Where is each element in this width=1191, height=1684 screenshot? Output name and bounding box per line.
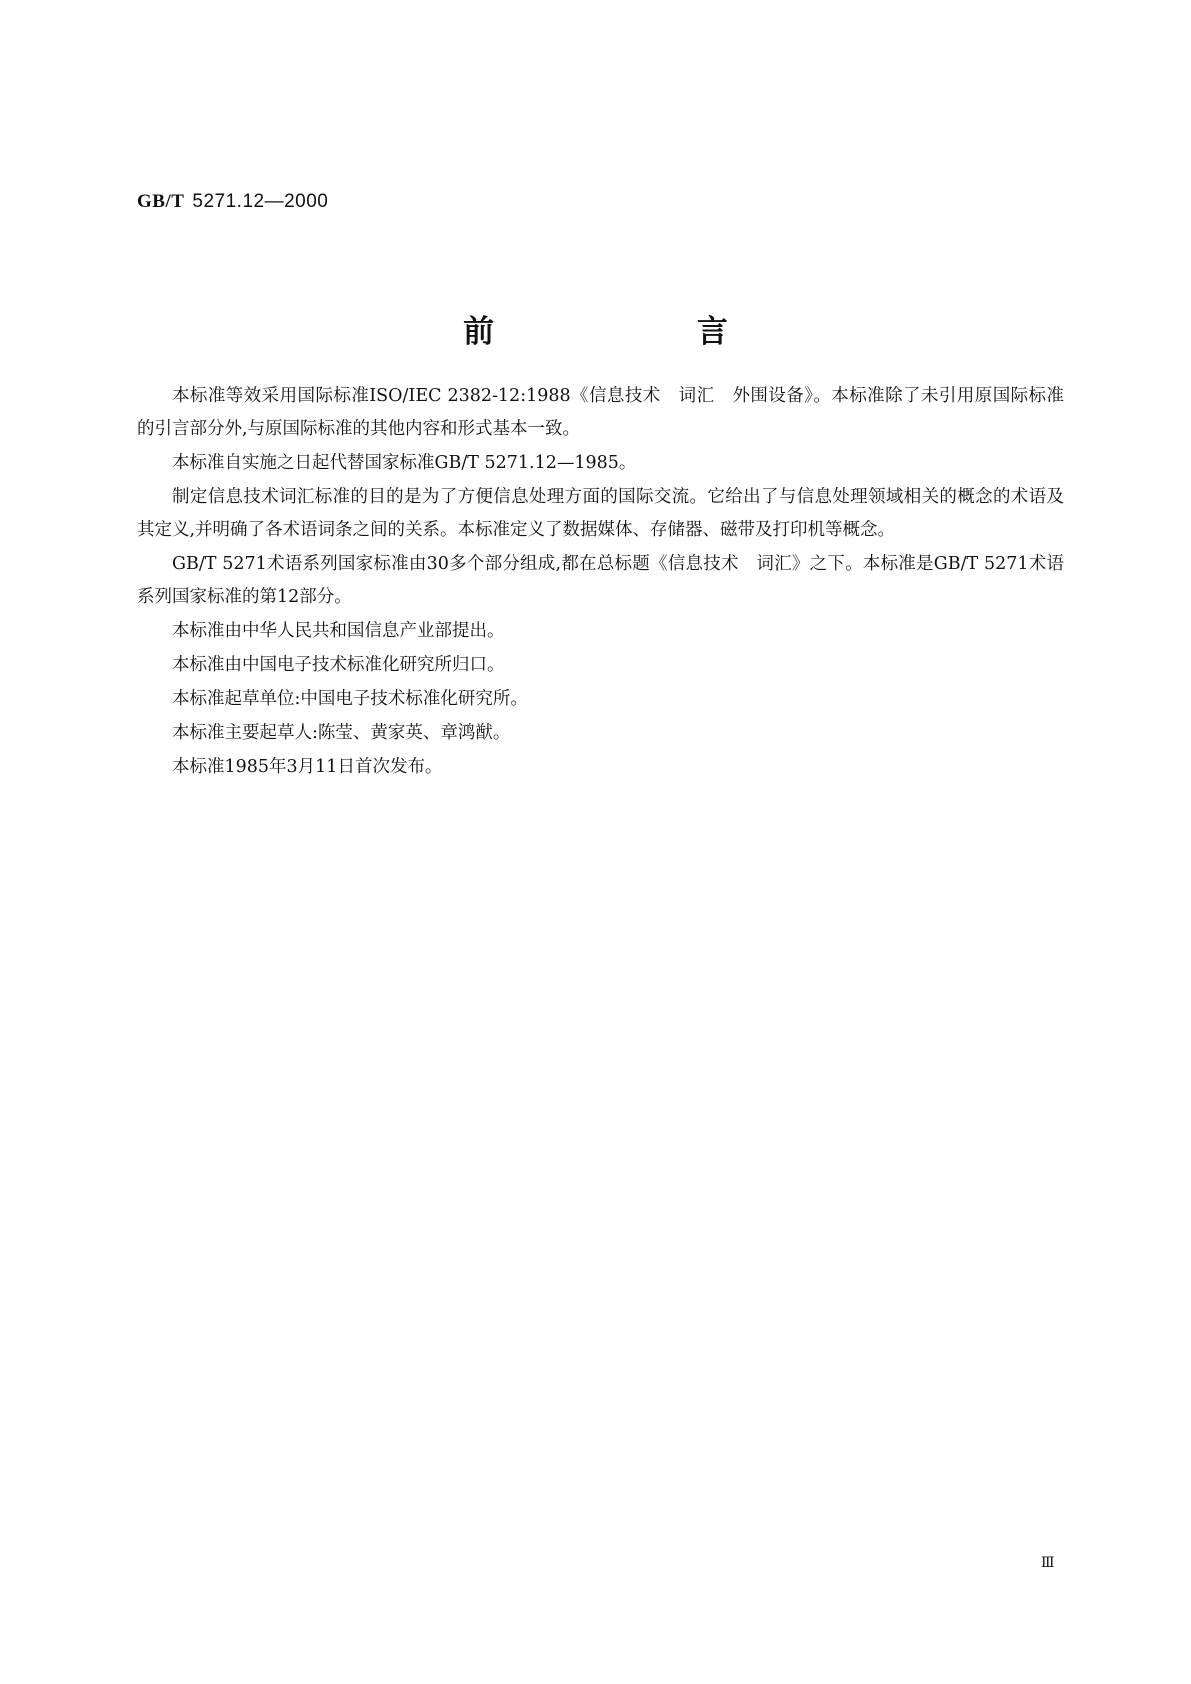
standard-code <box>137 190 328 213</box>
page-title: 前 言 <box>463 314 824 350</box>
standard-number: 5271.12—2000 <box>192 191 329 212</box>
paragraph-purpose: 制定信息技术词汇标准的目的是为了方便信息处理方面的国际交流。它给出了与信息处理领域相关的概念的术语及其定义,并明确了各术语词条之间的关系。本标准定义了数据媒体、存储器、磁带及打印机等概念。 <box>137 487 1064 540</box>
paragraph-adoption: 本标准等效采用国际标准ISO/IEC 2382-12:1988《信息技术 词汇 外围设备》。本标准除了未引用原国际标准的引言部分外,与原国际标准的其他内容和形式基本一致。 <box>137 386 1064 439</box>
paragraph-first-issue: 本标准1985年3月11日首次发布。 <box>172 757 443 777</box>
paragraph-proposer: 本标准由中华人民共和国信息产业部提出。 <box>172 621 505 641</box>
paragraph-replacement: 本标准自实施之日起代替国家标准GB/T 5271.12—1985。 <box>172 453 637 473</box>
standard-prefix: GB/T <box>137 191 185 212</box>
foreword-body <box>137 380 1064 785</box>
paragraph-series: GB/T 5271术语系列国家标准由30多个部分组成,都在总标题《信息技术 词汇》之下。本标准是GB/T 5271术语系列国家标准的第12部分。 <box>137 554 1064 607</box>
page-number: Ⅲ <box>1041 1555 1055 1571</box>
paragraph-drafters: 本标准主要起草人:陈莹、黄家英、章鸿猷。 <box>172 723 511 743</box>
paragraph-drafting-unit: 本标准起草单位:中国电子技术标准化研究所。 <box>172 689 528 709</box>
paragraph-administrator: 本标准由中国电子技术标准化研究所归口。 <box>172 655 505 675</box>
